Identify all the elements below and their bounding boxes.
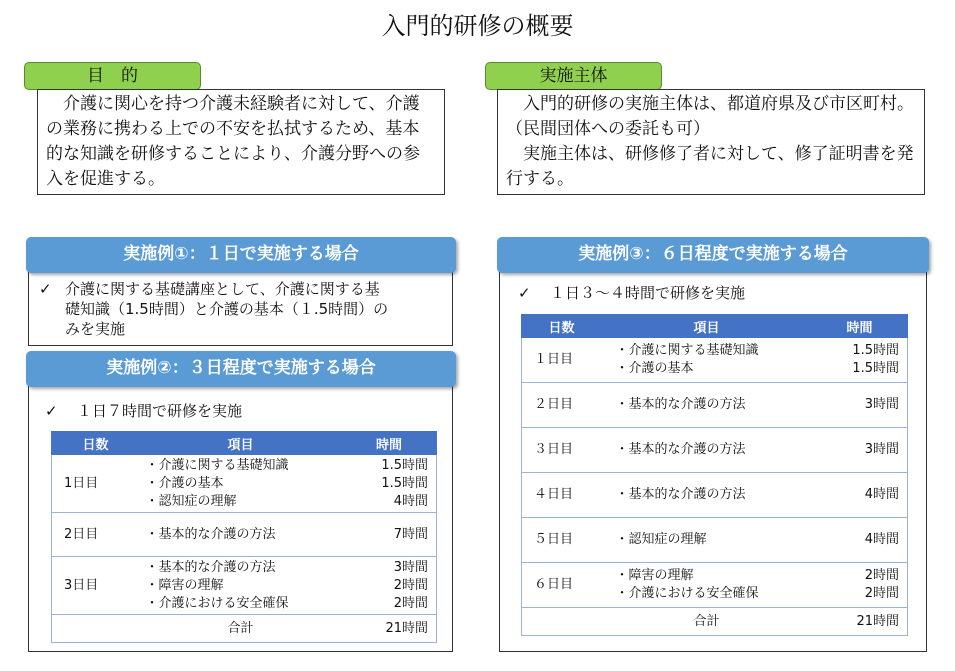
total-label: 合計 [140,615,342,643]
hours: 3時間 [864,397,899,412]
purpose-text-box [37,89,445,195]
header-hours: 時間 [812,315,908,338]
day-cell: ４日目 [522,473,602,518]
item: ・障害の理解 [615,568,694,583]
item: ・基本的な介護の方法 [615,397,746,412]
example1-line-2: 礎知識（1.5時間）と介護の基本（１.5時間）の [65,300,389,318]
total-label: 合計 [602,608,812,636]
hours-cell [342,455,437,513]
header-days: 日数 [522,315,602,338]
day-cell: ３日目 [522,428,602,473]
hours: 2時間 [393,577,428,593]
table-row [522,338,908,383]
item-cell [140,455,342,513]
purpose-text: 介護に関心を持つ介護未経験者に対して、介護の業務に携わる上での不安を払拭するため、基本的な知識を研修することにより、介護分野への参入を促進する。 [46,94,420,189]
header-days: 日数 [52,432,140,455]
table-row [522,428,908,473]
item: ・認知症の理解 [615,532,707,547]
organizer-text-2: 実施主体は、研修修了者に対して、修了証明書を発行する。 [506,144,914,189]
hours: 4時間 [864,487,899,502]
hours-cell [812,563,908,608]
header-hours: 時間 [342,432,437,455]
item: ・介護に関する基礎知識 [145,457,289,473]
hours: 2時間 [393,595,428,611]
hours: 3時間 [393,559,428,575]
day-cell: ５日目 [522,518,602,563]
organizer-text-box [497,89,925,195]
table-row [522,383,908,428]
table-row [52,513,437,557]
item-cell [602,428,812,473]
table-row [522,518,908,563]
example1-panel [28,268,453,346]
check-icon: ✓ [45,402,58,420]
example2-line: １日７時間で研修を実施 [77,402,243,420]
check-icon: ✓ [39,280,52,298]
table-row [52,557,437,615]
hours: 2時間 [864,586,899,601]
hours-cell [812,338,908,383]
example2-heading: 実施例②：３日程度で実施する場合 [26,351,456,387]
hours-cell [342,513,437,557]
example2-table [51,431,437,643]
day-cell: 1日目 [52,455,140,513]
hours: 1.5時間 [381,457,428,473]
hours: 7時間 [393,526,428,542]
hours-cell [342,557,437,615]
example3-panel [499,268,927,652]
hours: 1.5時間 [852,343,899,358]
item: ・介護における安全確保 [145,595,289,611]
day-cell: ６日目 [522,563,602,608]
item-cell [140,513,342,557]
hours-cell [812,518,908,563]
page-title: 入門的研修の概要 [381,12,574,40]
table-header-row [52,432,437,455]
item-cell [602,473,812,518]
example2-panel [28,382,453,652]
hours-cell [812,383,908,428]
hours-cell [812,473,908,518]
total-hours: 21時間 [342,615,437,643]
item-cell [602,518,812,563]
day-cell: １日目 [522,338,602,383]
table-header-row [522,315,908,338]
hours: 1.5時間 [381,475,428,491]
item: ・介護における安全確保 [615,586,759,601]
check-icon: ✓ [518,284,531,302]
example1-line-1: 介護に関する基礎講座として、介護に関する基 [65,280,380,298]
table-row [522,473,908,518]
hours: 4時間 [393,493,428,509]
example3-table [521,314,908,636]
item: ・基本的な介護の方法 [145,526,276,542]
item: ・介護の基本 [145,475,224,491]
hours-cell [812,428,908,473]
table-row [522,563,908,608]
item-cell [140,557,342,615]
item: ・基本的な介護の方法 [615,487,746,502]
item-cell [602,338,812,383]
header-item: 項目 [140,432,342,455]
total-hours: 21時間 [812,608,908,636]
day-cell: ２日目 [522,383,602,428]
organizer-text-1: 入門的研修の実施主体は、都道府県及び市区町村。（民間団体への委託も可） [506,94,914,139]
day-cell: 3日目 [52,557,140,615]
day-cell: 2日目 [52,513,140,557]
example1-line-3: みを実施 [65,320,126,338]
organizer-label: 実施主体 [485,62,662,90]
item: ・介護に関する基礎知識 [615,343,759,358]
item: ・基本的な介護の方法 [615,442,746,457]
header-item: 項目 [602,315,812,338]
hours: 3時間 [864,442,899,457]
hours: 4時間 [864,532,899,547]
item: ・認知症の理解 [145,493,237,509]
item: ・介護の基本 [615,361,694,376]
hours: 2時間 [864,568,899,583]
example3-heading: 実施例③：６日程度で実施する場合 [497,237,929,273]
purpose-label: 目 的 [24,62,201,90]
item: ・障害の理解 [145,577,224,593]
example1-heading: 実施例①：１日で実施する場合 [26,237,456,273]
total-row [52,615,437,643]
item-cell [602,383,812,428]
table-row [52,455,437,513]
hours: 1.5時間 [852,361,899,376]
item-cell [602,563,812,608]
total-row [522,608,908,636]
example3-line: １日３～４時間で研修を実施 [550,284,746,302]
item: ・基本的な介護の方法 [145,559,276,575]
